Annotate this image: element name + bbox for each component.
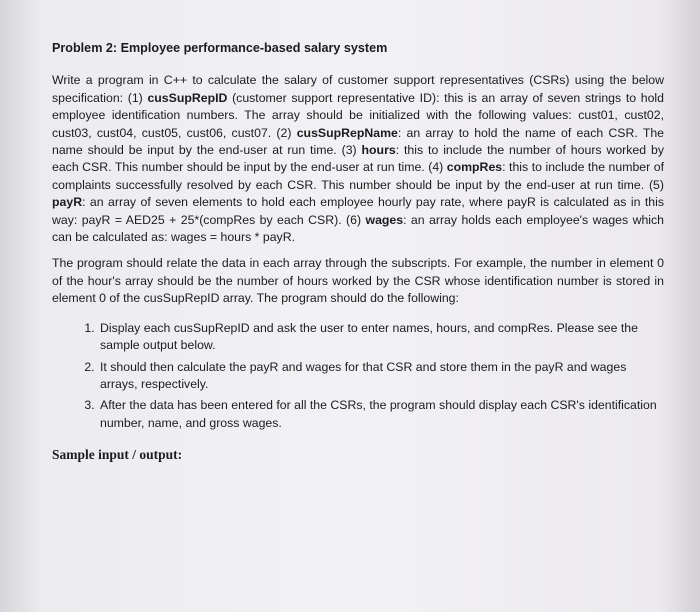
- term-wages: wages: [365, 212, 404, 227]
- term-compRes: compRes: [446, 160, 503, 175]
- spec-text-3: : an array to hold the name of each CSR. The name should be input by the end-user at run time. (3): [52, 125, 665, 158]
- spec-text-1: Write a program in C++ to calculate the salary of customer support representatives (CSRs) using the below specification: (1): [52, 73, 664, 105]
- steps-list: [52, 320, 664, 432]
- spec-text-4: : this to include the number of hours worked by each CSR. This number should be input by the end-user at run time. (4): [52, 143, 664, 175]
- specification-paragraph: [52, 72, 664, 246]
- spec-text-5: : this to include the number of complaints successfully resolved by each CSR. This number should be input by the end-user at run time. (5): [52, 160, 664, 192]
- term-cusSupRepID: cusSupRepID: [147, 90, 228, 105]
- spec-text-2: (customer support representative ID): this is an array of seven strings to hold employee identification numbers. The array should be initialized with the following values: cust01, cust02, cust03, cust04, cust05, cust06, cust07. (2): [52, 90, 664, 140]
- term-cusSupRepName: cusSupRepName: [296, 125, 398, 140]
- step-item: 2. It should then calculate the payR and wages for that CSR and store them in the payR and wages arrays, respectively.: [98, 359, 664, 394]
- problem-title: Problem 2: Employee performance-based salary system: [52, 41, 388, 55]
- relation-paragraph: The program should relate the data in each array through the subscripts. For example, the number in element 0 of the hour's array should be the number of hours worked by the CSR whose identification number is stored in element 0 of the cusSupRepID array. The program should do the following:: [52, 256, 664, 306]
- term-hours: hours: [361, 143, 396, 158]
- step-item: 1. Display each cusSupRepID and ask the user to enter names, hours, and compRes. Please see the sample output below.: [98, 320, 664, 355]
- term-payR: payR: [52, 195, 83, 210]
- spec-text-7: : an array holds each employee's wages which can be calculated as: wages = hours * payR.: [52, 212, 665, 245]
- spec-text-6: : an array of seven elements to hold each employee hourly pay rate, where payR is calculated as in this way: payR = AED25 + 25*(compRes by each CSR). (6): [52, 195, 664, 227]
- sample-heading: Sample input / output:: [52, 447, 183, 463]
- step-item: 3. After the data has been entered for all the CSRs, the program should display each CSR's identification number, name, and gross wages.: [98, 397, 664, 432]
- problem-document: [52, 40, 664, 464]
